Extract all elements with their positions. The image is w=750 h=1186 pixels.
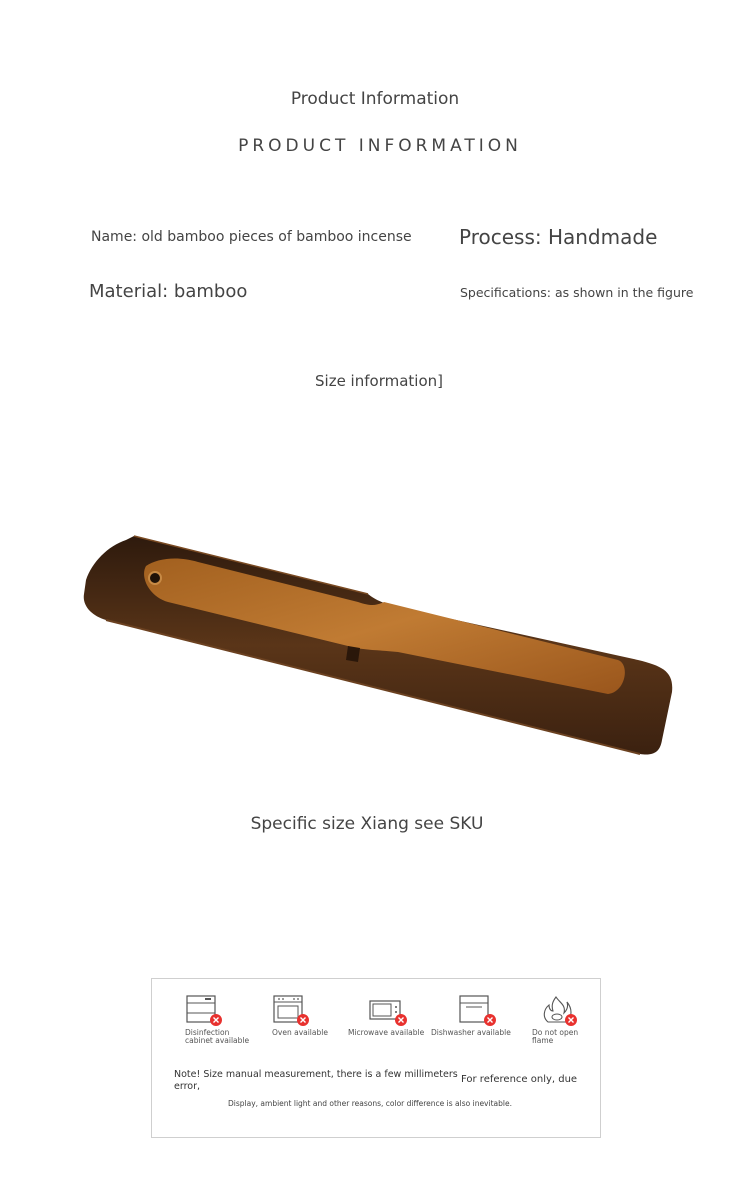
microwave-icon	[368, 993, 408, 1029]
care-label: Disinfection cabinet available	[185, 1028, 250, 1045]
product-material: Material: bamboo	[89, 281, 248, 302]
size-info-heading: Size information]	[315, 372, 443, 390]
disinfection-cabinet-icon	[185, 993, 225, 1029]
product-process: Process: Handmade	[459, 225, 658, 249]
note-measurement: Note! Size manual measurement, there is a few millimeters error,	[174, 1069, 458, 1092]
care-label: Microwave available	[348, 1028, 425, 1037]
incense-holder-image	[78, 532, 676, 758]
product-name: Name: old bamboo pieces of bamboo incense	[91, 229, 412, 245]
care-label: Dishwasher available	[431, 1028, 511, 1037]
note-reference: For reference only, due	[461, 1074, 578, 1085]
note-color-difference: Display, ambient light and other reasons, color difference is also inevitable.	[228, 1099, 512, 1108]
product-specifications: Specifications: as shown in the figure	[460, 285, 694, 300]
care-item-dishwasher	[431, 993, 511, 1037]
care-label: Do not open flame	[532, 1028, 579, 1045]
care-label: Oven available	[272, 1028, 328, 1037]
page-subtitle: PRODUCT INFORMATION	[238, 136, 522, 156]
care-item-oven	[272, 993, 328, 1037]
care-item-microwave	[348, 993, 424, 1037]
page-title: Product Information	[290, 89, 460, 109]
care-item-disinfection	[185, 993, 255, 1045]
care-item-open-flame	[532, 993, 582, 1045]
oven-icon	[272, 993, 312, 1029]
dishwasher-icon	[458, 993, 498, 1029]
care-instructions-box	[151, 978, 601, 1138]
open-flame-icon	[540, 993, 580, 1029]
specific-size-note: Specific size Xiang see SKU	[250, 814, 484, 834]
